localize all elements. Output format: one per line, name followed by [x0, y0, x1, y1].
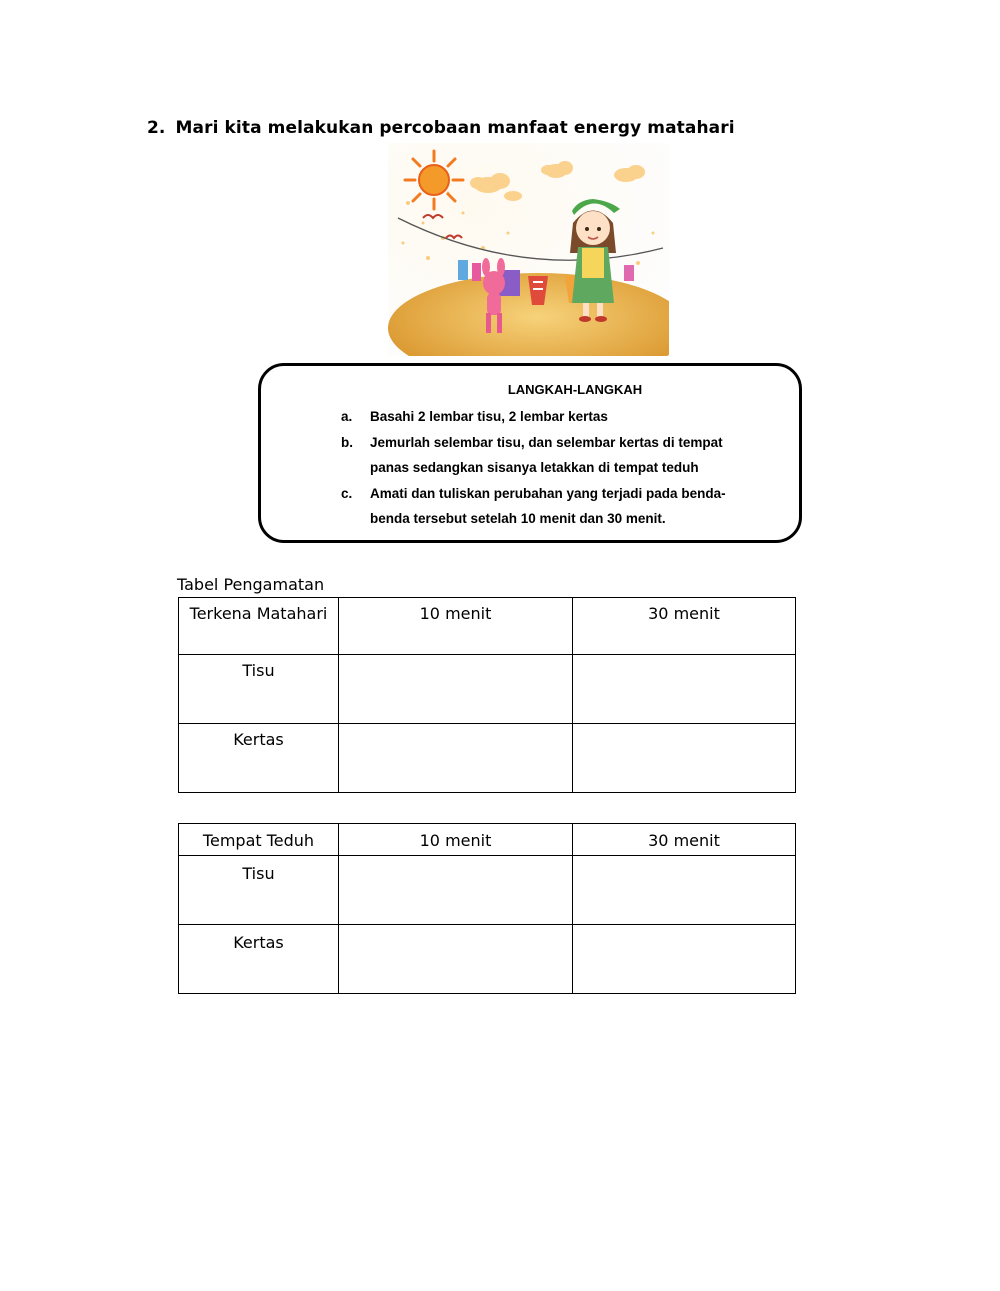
table-row	[179, 925, 796, 994]
steps-list	[341, 404, 761, 532]
answer-cell-30min[interactable]	[573, 856, 796, 925]
answer-cell-10min[interactable]	[339, 724, 573, 793]
row-label: Tisu	[179, 655, 339, 724]
header-cell-condition: Terkena Matahari	[179, 598, 339, 655]
steps-title: LANGKAH-LANGKAH	[507, 382, 643, 397]
step-item	[341, 481, 761, 532]
girl-drying-clothes-in-sun-illustration	[388, 143, 669, 356]
table-header-row	[179, 824, 796, 856]
header-cell-10min: 10 menit	[339, 598, 573, 655]
table-header-row	[179, 598, 796, 655]
step-text: Amati dan tuliskan perubahan yang terjadi pada benda-benda tersebut setelah 10 menit dan 30 menit.	[370, 485, 726, 527]
row-label: Kertas	[179, 925, 339, 994]
question-title: Mari kita melakukan percobaan manfaat energy matahari	[175, 118, 735, 138]
step-letter: c.	[341, 485, 353, 501]
answer-cell-30min[interactable]	[573, 655, 796, 724]
table-row	[179, 856, 796, 925]
answer-cell-30min[interactable]	[573, 925, 796, 994]
answer-cell-30min[interactable]	[573, 724, 796, 793]
answer-cell-10min[interactable]	[339, 655, 573, 724]
step-item	[341, 430, 761, 481]
question-number: 2.	[147, 118, 166, 138]
header-cell-30min: 30 menit	[573, 824, 796, 856]
step-text: Jemurlah selembar tisu, dan selembar kertas di tempat panas sedangkan sisanya letakkan di tempat teduh	[370, 434, 723, 476]
table-caption: Tabel Pengamatan	[177, 575, 325, 594]
step-letter: a.	[341, 409, 353, 424]
observation-table-sun	[178, 597, 796, 793]
step-letter: b.	[341, 434, 353, 450]
answer-cell-10min[interactable]	[339, 856, 573, 925]
observation-table-shade	[178, 823, 796, 994]
row-label: Tisu	[179, 856, 339, 925]
header-cell-30min: 30 menit	[573, 598, 796, 655]
row-label: Kertas	[179, 724, 339, 793]
table-row	[179, 724, 796, 793]
answer-cell-10min[interactable]	[339, 925, 573, 994]
step-item	[341, 404, 761, 430]
step-text: Basahi 2 lembar tisu, 2 lembar kertas	[370, 409, 608, 424]
question-heading	[147, 118, 735, 138]
header-cell-condition: Tempat Teduh	[179, 824, 339, 856]
header-cell-10min: 10 menit	[339, 824, 573, 856]
table-row	[179, 655, 796, 724]
steps-box	[258, 363, 802, 543]
